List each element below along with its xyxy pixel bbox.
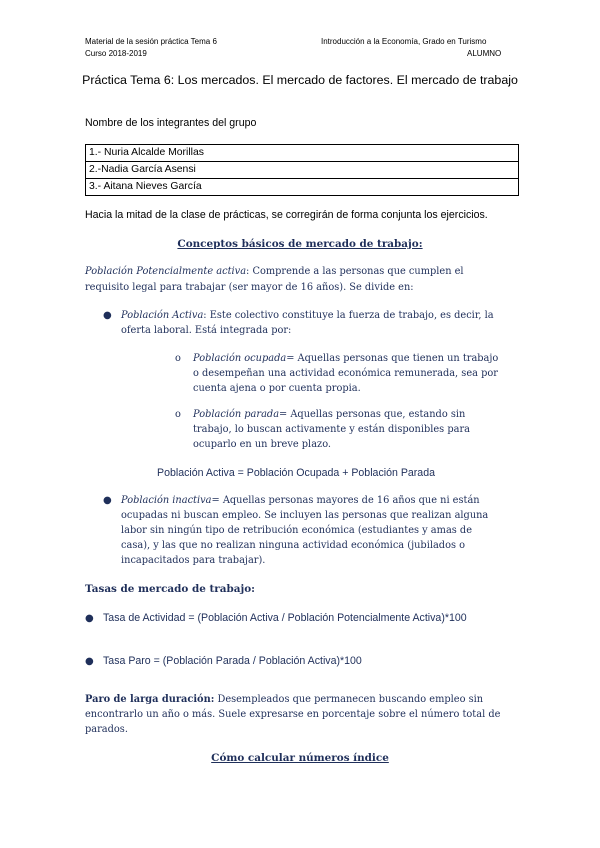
inactive-population-line1: Población inactiva= Aquellas personas mayores de 16 años que ni están xyxy=(121,495,480,506)
sub-bullet-icon: o xyxy=(175,409,181,420)
long-term-unemployment-line1: Paro de larga duración: Desempleados que permanecen buscando empleo sin xyxy=(85,694,484,705)
header-role: ALUMNO xyxy=(467,49,502,58)
bullet-icon: ● xyxy=(85,613,94,624)
section-heading-index-numbers: Cómo calcular números índice xyxy=(211,752,389,764)
potential-population-line1: Población Potencialmente activa: Comprende a las personas que cumplen el xyxy=(85,266,464,277)
inactive-population-term: Población inactiva xyxy=(121,495,212,506)
bullet-icon: ● xyxy=(85,656,94,667)
header-course-material: Material de la sesión práctica Tema 6 xyxy=(85,37,217,46)
group-members-table xyxy=(85,144,519,196)
active-population-formula: Población Activa = Población Ocupada + Población Parada xyxy=(157,467,435,479)
active-population-line1: Población Activa: Este colectivo constituye la fuerza de trabajo, es decir, la xyxy=(121,310,494,321)
header-subject: Introducción a la Economía, Grado en Turismo xyxy=(321,37,487,46)
inactive-population-line4: casa), y las que no realizan ninguna actividad económica (jubilados o xyxy=(121,540,466,551)
table-row xyxy=(86,179,519,196)
potential-population-line2: requisito legal para trabajar (ser mayor de 16 años). Se divide en: xyxy=(85,282,414,293)
unemployed-population-line3: ocuparlo en un breve plazo. xyxy=(193,439,332,450)
section-heading-concepts: Conceptos básicos de mercado de trabajo: xyxy=(177,238,423,250)
potential-population-term: Población Potencialmente activa xyxy=(85,266,247,277)
active-population-line2: oferta laboral. Está integrada por: xyxy=(121,325,292,336)
group-label: Nombre de los integrantes del grupo xyxy=(85,117,257,129)
group-member-cell: 1.- Nuria Alcalde Morillas xyxy=(86,145,519,162)
unemployed-population-line2: trabajo, lo buscan activamente y están disponibles para xyxy=(193,424,470,435)
active-population-term: Población Activa xyxy=(121,310,204,321)
long-term-unemployment-line2: encontrarlo un año o más. Suele expresarse en porcentaje sobre el número total de xyxy=(85,709,501,720)
table-row xyxy=(86,145,519,162)
unemployed-population-term: Población parada xyxy=(193,409,280,420)
header-course-year: Curso 2018-2019 xyxy=(85,49,147,58)
inactive-population-line3: labor sin ningún tipo de retribución económica (estudiantes y amas de xyxy=(121,525,472,536)
bullet-icon: ● xyxy=(103,495,112,506)
table-row xyxy=(86,162,519,179)
section-heading-rates: Tasas de mercado de trabajo: xyxy=(85,583,255,595)
intro-note: Hacia la mitad de la clase de prácticas, se corregirán de forma conjunta los ejercicios. xyxy=(85,209,488,221)
long-term-unemployment-term: Paro de larga duración: xyxy=(85,694,215,705)
employed-population-line1: Población ocupada= Aquellas personas que tienen un trabajo xyxy=(193,353,499,364)
inactive-population-line2: ocupadas ni buscan empleo. Se incluyen las personas que realizan alguna xyxy=(121,510,489,521)
activity-rate-formula: Tasa de Actividad = (Población Activa / Población Potencialmente Activa)*100 xyxy=(103,612,467,624)
employed-population-line2: o desempeñan una actividad económica remunerada, sea por xyxy=(193,368,498,379)
long-term-unemployment-line3: parados. xyxy=(85,724,128,735)
bullet-icon: ● xyxy=(103,310,112,321)
page-title: Práctica Tema 6: Los mercados. El mercado de factores. El mercado de trabajo xyxy=(82,73,518,87)
sub-bullet-icon: o xyxy=(175,353,181,364)
inactive-population-line5: incapacitados para trabajar). xyxy=(121,555,266,566)
unemployed-population-line1: Población parada= Aquellas personas que, estando sin xyxy=(193,409,466,420)
group-member-cell: 2.-Nadia García Asensi xyxy=(86,162,519,179)
employed-population-term: Población ocupada xyxy=(193,353,287,364)
employed-population-line3: cuenta ajena o por cuenta propia. xyxy=(193,383,361,394)
unemployment-rate-formula: Tasa Paro = (Población Parada / Población Activa)*100 xyxy=(103,655,362,667)
group-member-cell: 3.- Aitana Nieves García xyxy=(86,179,519,196)
